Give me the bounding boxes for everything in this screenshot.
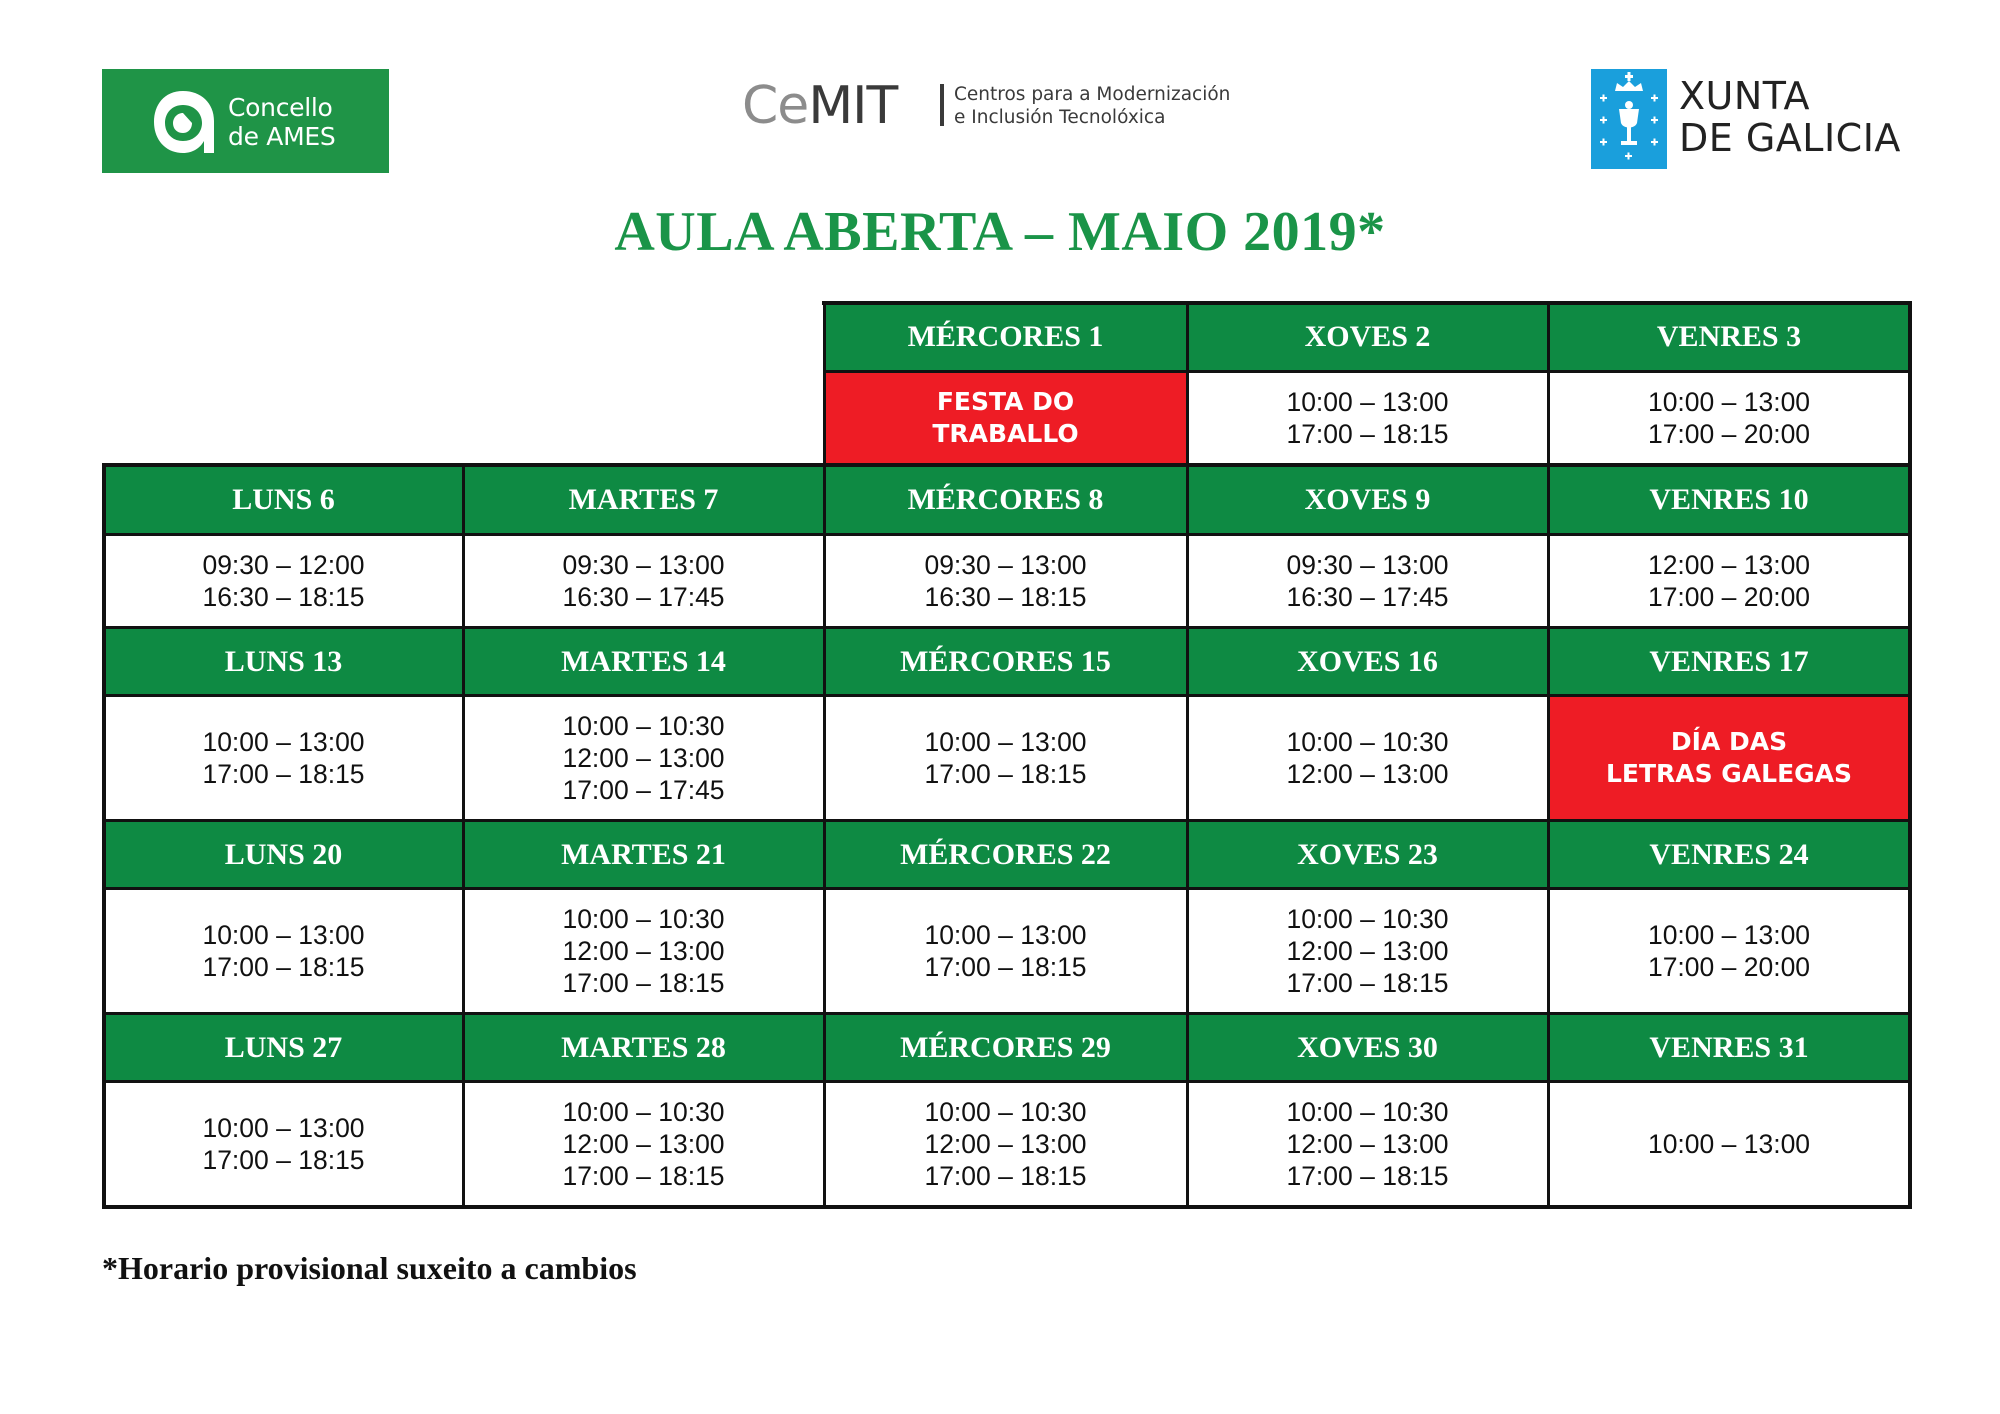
cemit-brand-mit: MIT [808,76,898,136]
schedule-cell [463,1081,824,1206]
schedule-cell [1548,1081,1910,1206]
time-slot: 10:00 – 10:30 [562,710,725,741]
day-header: VENRES 3 [1548,303,1910,371]
schedule-cell [1548,534,1910,627]
time-slot: 10:00 – 10:30 [562,1096,725,1127]
day-header: VENRES 24 [1548,822,1910,888]
cemit-brand-ce: Ce [742,76,809,136]
galicia-shield-icon [1591,69,1667,169]
day-header: VENRES 10 [1548,466,1910,534]
time-slot: 09:30 – 13:00 [1286,549,1449,580]
schedule-cell [824,888,1187,1013]
time-slot: 17:00 – 18:15 [562,967,725,998]
schedule-cell [104,888,463,1013]
schedule-cell [1187,1081,1548,1206]
grid-vertical-line [462,464,465,1207]
time-slot: 12:00 – 13:00 [1286,1128,1449,1159]
schedule-cell [1187,888,1548,1013]
schedule-cell [1548,371,1910,464]
time-slot: 10:00 – 10:30 [1286,726,1449,757]
time-slot: 17:00 – 18:15 [202,1144,365,1175]
time-slot: 16:30 – 18:15 [202,581,365,612]
day-header: MÉRCORES 15 [824,629,1187,695]
schedule-cell [824,695,1187,820]
time-slot: 17:00 – 18:15 [1286,1160,1449,1191]
time-slot: 17:00 – 17:45 [562,774,725,805]
schedule-cell [463,695,824,820]
time-slot: 12:00 – 13:00 [562,742,725,773]
grid-horizontal-line [103,694,1911,697]
day-header: XOVES 16 [1187,629,1548,695]
day-header: XOVES 23 [1187,822,1548,888]
schedule-cell [824,534,1187,627]
day-header: LUNS 6 [104,466,463,534]
grid-vertical-line [1547,301,1550,1207]
day-header: LUNS 13 [104,629,463,695]
holiday-cell [1548,695,1910,820]
time-slot: 17:00 – 20:00 [1647,418,1811,449]
time-slot: 17:00 – 18:15 [1286,967,1449,998]
time-slot: 17:00 – 18:15 [202,758,365,789]
time-slot: 12:00 – 13:00 [1286,935,1449,966]
time-slot: 17:00 – 18:15 [924,1160,1087,1191]
grid-horizontal-line [822,301,1912,305]
time-slot: 12:00 – 13:00 [924,1128,1087,1159]
grid-vertical-line [823,301,826,1207]
time-slot: 12:00 – 13:00 [562,1128,725,1159]
day-header: MÉRCORES 29 [824,1015,1187,1081]
time-slot: 16:30 – 17:45 [562,581,725,612]
time-slot: 16:30 – 18:15 [924,581,1087,612]
holiday-label-line: FESTA DO [936,386,1075,416]
holiday-label-line: LETRAS GALEGAS [1605,758,1853,788]
ames-logo-line2: de AMES [228,122,336,151]
schedule-cell [1187,695,1548,820]
schedule-cell [1187,371,1548,464]
xunta-logo-line1: XUNTA [1679,74,1811,118]
time-slot: 10:00 – 13:00 [1647,919,1811,950]
day-header: MARTES 21 [463,822,824,888]
time-slot: 12:00 – 13:00 [1286,758,1449,789]
day-header: MÉRCORES 22 [824,822,1187,888]
concello-ames-logo [102,69,389,173]
holiday-label-line: DÍA DAS [1670,726,1788,756]
cemit-subtitle-line1: Centros para a Modernización [954,84,1231,105]
time-slot: 10:00 – 13:00 [1647,1128,1811,1159]
grid-horizontal-line [102,819,1912,822]
time-slot: 09:30 – 13:00 [562,549,725,580]
time-slot: 10:00 – 13:00 [202,726,365,757]
ames-a-icon [148,85,218,159]
time-slot: 10:00 – 10:30 [1286,903,1449,934]
footnote: *Horario provisional suxeito a cambios [102,1250,637,1286]
time-slot: 17:00 – 18:15 [1286,418,1449,449]
grid-horizontal-line [103,887,1911,890]
time-slot: 09:30 – 13:00 [924,549,1087,580]
day-header: MARTES 7 [463,466,824,534]
time-slot: 17:00 – 18:15 [202,951,365,982]
holiday-cell [824,371,1187,464]
schedule-cell [104,534,463,627]
schedule-cell [463,534,824,627]
day-header: XOVES 9 [1187,466,1548,534]
grid-vertical-line [1186,301,1189,1207]
day-header: MARTES 14 [463,629,824,695]
time-slot: 10:00 – 13:00 [924,919,1087,950]
cemit-subtitle-line2: e Inclusión Tecnolóxica [954,107,1166,128]
time-slot: 12:00 – 13:00 [1647,549,1811,580]
time-slot: 10:00 – 13:00 [1647,386,1811,417]
grid-vertical-line [102,464,106,1207]
time-slot: 09:30 – 12:00 [202,549,365,580]
day-header: MARTES 28 [463,1015,824,1081]
day-header: MÉRCORES 8 [824,466,1187,534]
cemit-separator [940,84,944,126]
time-slot: 10:00 – 13:00 [1286,386,1449,417]
xunta-logo-line2: DE GALICIA [1679,116,1901,160]
day-header: VENRES 17 [1548,629,1910,695]
ames-logo-line1: Concello [228,93,333,122]
time-slot: 10:00 – 13:00 [202,919,365,950]
time-slot: 17:00 – 20:00 [1647,581,1811,612]
time-slot: 17:00 – 20:00 [1647,951,1811,982]
grid-horizontal-line [102,626,1912,629]
schedule-cell [104,1081,463,1206]
schedule-cell [1548,888,1910,1013]
holiday-label-line: TRABALLO [932,418,1079,448]
time-slot: 16:30 – 17:45 [1286,581,1449,612]
schedule-cell [1187,534,1548,627]
day-header: VENRES 31 [1548,1015,1910,1081]
grid-horizontal-line [103,1080,1911,1083]
day-header: MÉRCORES 1 [824,303,1187,371]
schedule-cell [463,888,824,1013]
grid-horizontal-line [103,533,1911,536]
grid-horizontal-line [823,370,1911,373]
schedule-cell [104,695,463,820]
time-slot: 17:00 – 18:15 [924,758,1087,789]
grid-horizontal-line [102,1012,1912,1015]
day-header: XOVES 30 [1187,1015,1548,1081]
day-header: XOVES 2 [1187,303,1548,371]
time-slot: 17:00 – 18:15 [924,951,1087,982]
time-slot: 10:00 – 10:30 [1286,1096,1449,1127]
time-slot: 10:00 – 13:00 [924,726,1087,757]
time-slot: 12:00 – 13:00 [562,935,725,966]
time-slot: 10:00 – 13:00 [202,1112,365,1143]
day-header: LUNS 20 [104,822,463,888]
grid-vertical-line [1908,301,1912,1207]
grid-horizontal-line [102,1205,1912,1209]
grid-horizontal-line [102,463,1912,467]
time-slot: 10:00 – 10:30 [924,1096,1087,1127]
schedule-cell [824,1081,1187,1206]
time-slot: 17:00 – 18:15 [562,1160,725,1191]
day-header: LUNS 27 [104,1015,463,1081]
page-title: AULA ABERTA – MAIO 2019* [614,201,1386,263]
time-slot: 10:00 – 10:30 [562,903,725,934]
